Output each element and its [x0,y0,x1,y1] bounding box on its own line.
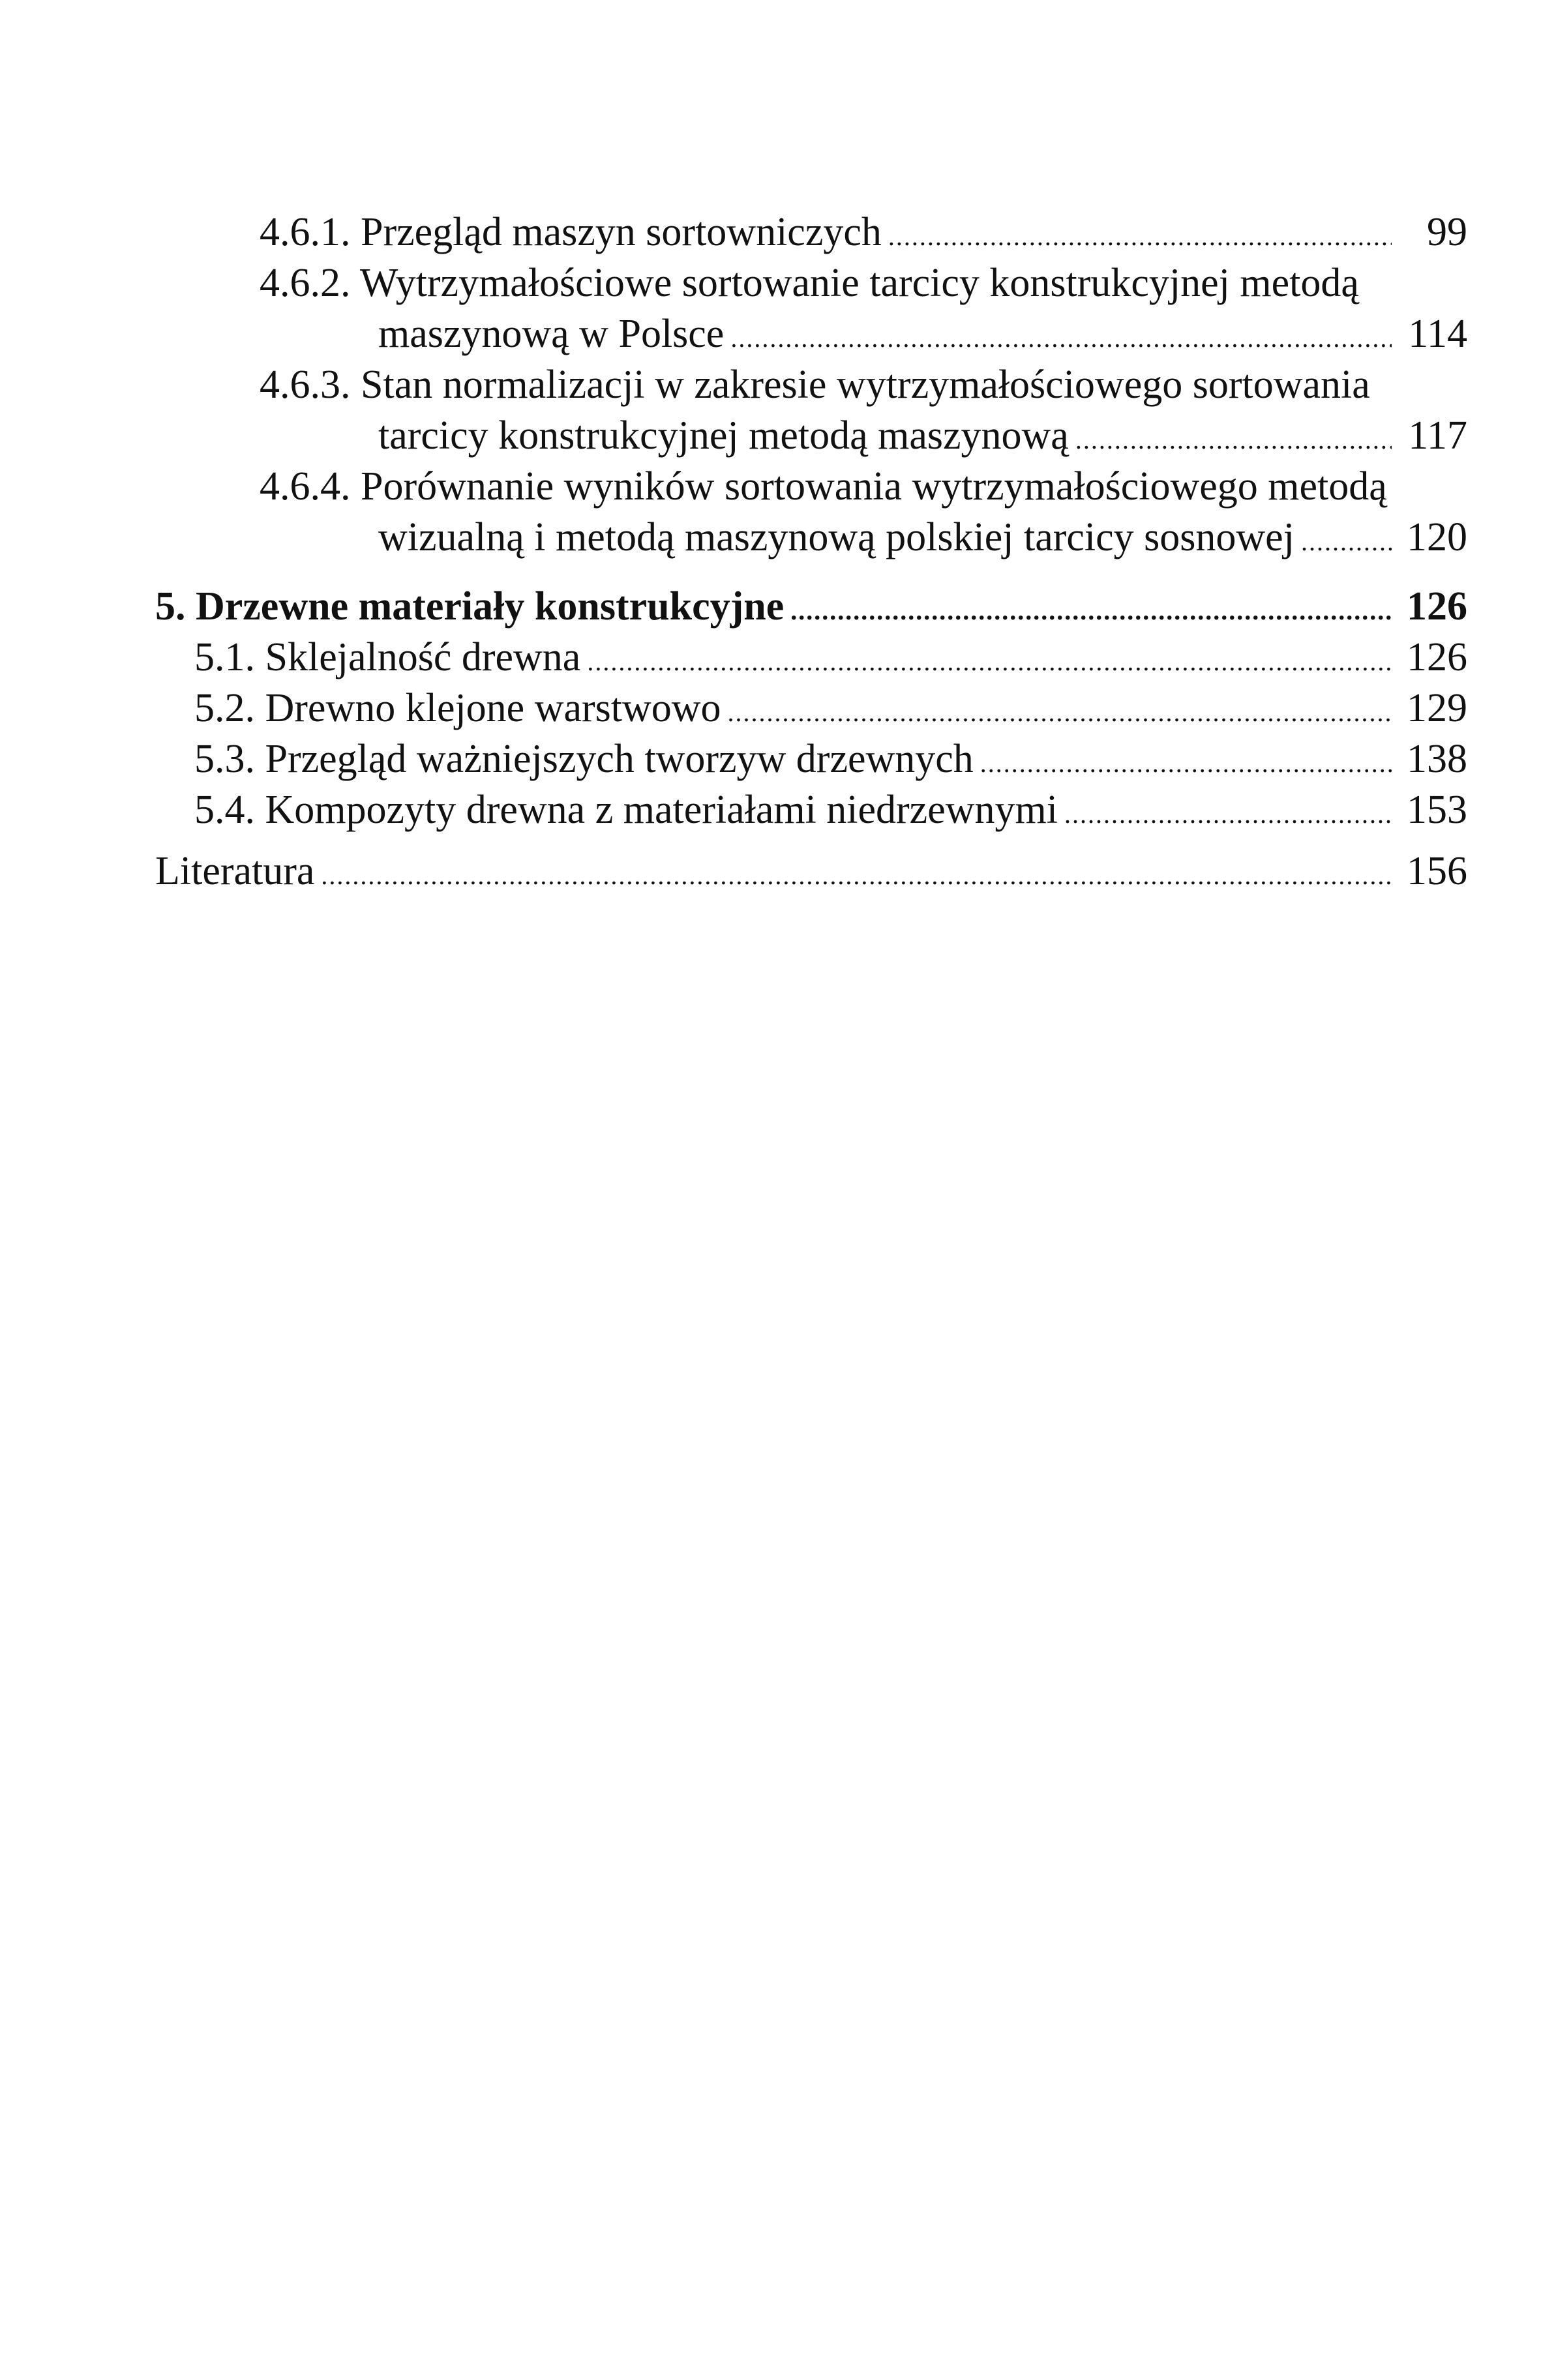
toc-entry-4-6-2-line2 [378,309,1467,359]
toc-entry-title: Sklejalność drewna [265,635,581,679]
toc-entry-4-6-4-line2 [378,513,1467,562]
toc-entry-label [194,632,580,682]
toc-entry-4-6-3-line1 [260,360,1370,409]
toc-entry-title: Wytrzymałościowe sortowanie tarcicy konstrukcyjnej metodą [359,261,1359,305]
toc-entry-title: Przegląd ważniejszych tworzyw drzewnych [265,737,974,781]
toc-entry-page: 126 [1407,584,1467,629]
toc-entry-4-6-2-line1 [260,258,1359,308]
toc-entry-number: 5.2. [194,686,255,730]
toc-entry-5-2 [194,683,1467,733]
toc-entry-label [260,207,882,257]
dot-leader [587,649,1392,675]
toc-entry-page: 99 [1427,210,1467,254]
toc-entry-number: 4.6.3. [260,363,351,407]
toc-entry-title: Literatura [155,849,315,893]
toc-entry-number: 5.1. [194,635,255,679]
toc-entry-5-4 [194,785,1467,835]
dot-leader [728,700,1392,726]
toc-entry-page: 129 [1407,686,1467,730]
toc-entry-number: 4.6.1. [260,210,351,254]
toc-chapter-label [155,582,784,631]
toc-entry-5-1 [194,632,1467,682]
toc-entry-number: 5.3. [194,737,255,781]
toc-entry-title: Przegląd maszyn sortowniczych [361,210,882,254]
toc-entry-page: 117 [1408,413,1467,458]
toc-entry-page: 114 [1408,312,1467,356]
toc-entry-title: Stan normalizacji w zakresie wytrzymałościowego sortowania [361,363,1370,407]
toc-entry-title: Porównanie wyników sortowania wytrzymałościowego metodą [361,464,1387,509]
toc-entry-number: 4.6.2. [260,261,351,305]
toc-entry-page: 153 [1407,788,1467,832]
toc-entry-4-6-1 [260,207,1467,257]
toc-entry-4-6-4-line1 [260,462,1387,511]
dot-leader [980,751,1392,777]
dot-leader [730,325,1392,351]
toc-entry-page: 120 [1407,515,1467,559]
toc-entry-5 [155,582,1467,631]
toc-entry-4-6-3-line2 [378,411,1467,460]
toc-entry-page: 126 [1407,635,1467,679]
toc-entry-number: 4.6.4. [260,464,351,509]
toc-entry-title: Drzewne materiały konstrukcyjne [196,584,785,629]
toc-entry-page: 138 [1407,737,1467,781]
toc-entry-title-continued: wizualną i metodą maszynową polskiej tarcicy sosnowej [378,515,1294,559]
toc-entry-5-3 [194,734,1467,784]
dot-leader [790,598,1392,624]
toc-entry-label [194,785,1058,835]
dot-leader [1075,427,1392,453]
dot-leader [1064,801,1392,827]
toc-entry-title-continued: tarcicy konstrukcyjnej metodą maszynową [378,413,1069,458]
toc-entry-title: Kompozyty drewna z materiałami niedrzewnymi [265,788,1058,832]
dot-leader [1301,529,1392,555]
toc-entry-title: Drewno klejone warstwowo [265,686,721,730]
dot-leader [888,224,1392,250]
toc-entry-title-continued: maszynową w Polsce [378,312,725,356]
toc-entry-label [194,683,721,733]
toc-entry-number: 5. [155,584,186,629]
toc-entry-literatura [155,846,1467,896]
toc-entry-label [194,734,974,784]
toc-entry-number: 5.4. [194,788,255,832]
toc-entry-page: 156 [1407,849,1467,893]
dot-leader [321,863,1392,889]
